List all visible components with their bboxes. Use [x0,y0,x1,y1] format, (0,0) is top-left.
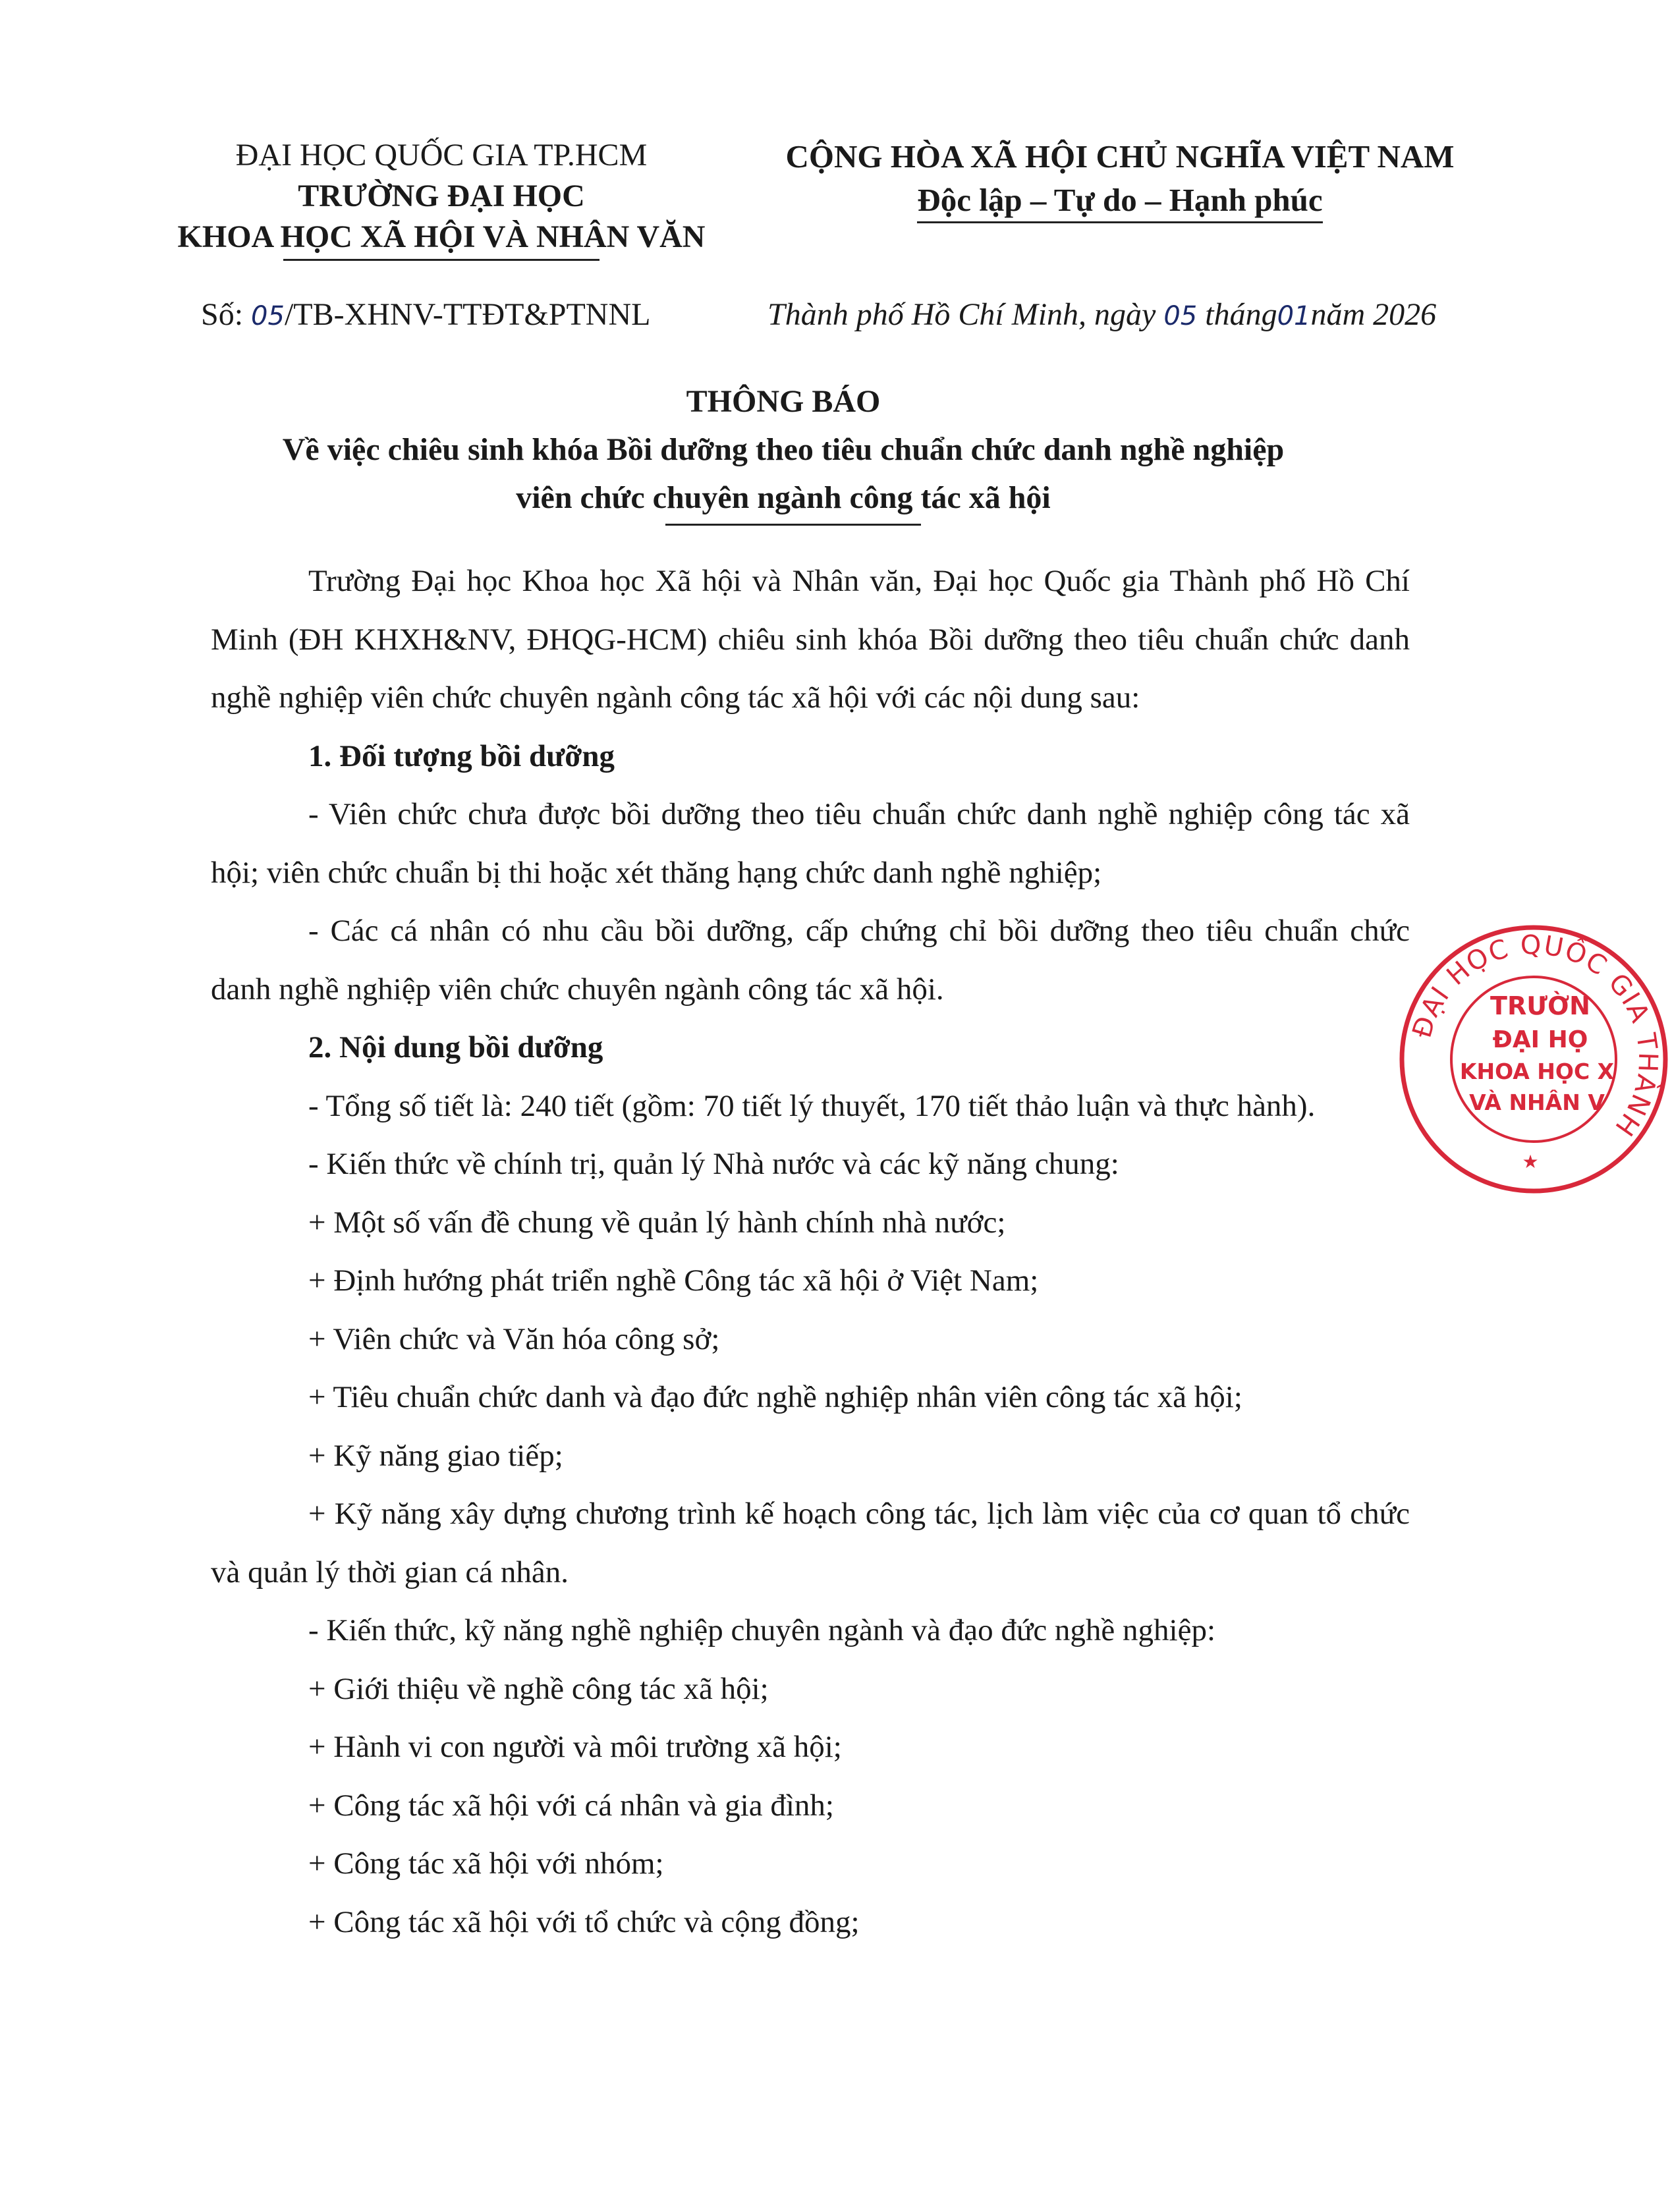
section-2-item: + Tiêu chuẩn chức danh và đạo đức nghề nghiệp nhân viên công tác xã hội; [308,1380,1242,1414]
stamp-line-4: VÀ NHÂN V [1469,1090,1605,1115]
issuing-organization [145,135,738,258]
date-day-handwritten: 05 [1163,301,1198,331]
document-subtitle-line-2: viên chức chuyên ngành công tác xã hội [516,480,1051,515]
section-2-item: + Công tác xã hội với nhóm; [308,1846,664,1881]
section-2-item: + Kỹ năng giao tiếp; [308,1438,563,1473]
section-1-heading: 1. Đối tượng bồi dưỡng [308,738,615,773]
section-2-item: - Tổng số tiết là: 240 tiết (gồm: 70 tiết lý thuyết, 170 tiết thảo luận và thực hành). [308,1088,1316,1123]
org-line-3: KHOA HỌC XÃ HỘI VÀ NHÂN VĂN [177,219,706,254]
stamp-line-3: KHOA HỌC X [1459,1059,1615,1084]
org-line-1: ĐẠI HỌC QUỐC GIA TP.HCM [235,138,648,173]
date-month-handwritten: 01 [1277,301,1311,331]
reference-number [201,296,650,333]
stamp-line-1: TRƯỜN [1490,991,1590,1020]
subtitle-underline [665,524,921,526]
document-subtitle-line-1: Về việc chiêu sinh khóa Bồi dưỡng theo tiêu chuẩn chức danh nghề nghiệp [282,432,1285,467]
org-line-2: TRƯỜNG ĐẠI HỌC [298,179,585,213]
issue-date [767,296,1436,333]
red-seal-stamp [1395,921,1672,1198]
section-2-item: + Hành vi con người và môi trường xã hội; [308,1730,842,1764]
stamp-line-2: ĐẠI HỌ [1492,1026,1588,1053]
ref-suffix: /TB-XHNV-TTĐT&PTNNL [284,297,651,332]
country-name: CỘNG HÒA XÃ HỘI CHỦ NGHĨA VIỆT NAM [785,138,1455,175]
section-2-item: + Công tác xã hội với cá nhân và gia đình; [308,1788,834,1823]
ref-number-handwritten: 05 [251,301,285,331]
section-2-item: + Viên chức và Văn hóa công sở; [308,1321,720,1356]
section-1-item: - Các cá nhân có nhu cầu bồi dưỡng, cấp chứng chỉ bồi dưỡng theo tiêu chuẩn chức danh nghề nghiệp viên chức chuyên ngành công tác xã hội. [211,914,1410,1007]
stamp-star-icon: ★ [1522,1151,1539,1173]
ref-prefix: Số: [201,297,252,332]
date-prefix: Thành phố Hồ Chí Minh, ngày [767,297,1164,332]
section-2-item: - Kiến thức, kỹ năng nghề nghiệp chuyên ngành và đạo đức nghề nghiệp: [308,1613,1216,1647]
section-2-item: + Định hướng phát triển nghề Công tác xã hội ở Việt Nam; [308,1263,1039,1298]
section-1-item: - Viên chức chưa được bồi dưỡng theo tiêu chuẩn chức danh nghề nghiệp công tác xã hội; viên chức chuẩn bị thi hoặc xét thăng hạng chức danh nghề nghiệp; [211,797,1410,890]
section-2-heading: 2. Nội dung bồi dưỡng [308,1030,603,1065]
section-2-item: + Giới thiệu về nghề công tác xã hội; [308,1671,769,1706]
section-2-item: + Một số vấn đề chung về quản lý hành chính nhà nước; [308,1205,1006,1240]
document-body [211,552,1410,1951]
stamp-ring-text: ĐẠI HỌC QUỐC GIA THÀNH [1407,929,1663,1143]
section-2-item: + Công tác xã hội với tổ chức và cộng đồng; [308,1904,860,1939]
section-2-item: - Kiến thức về chính trị, quản lý Nhà nước và các kỹ năng chung: [308,1147,1119,1181]
section-2-item: + Kỹ năng xây dựng chương trình kế hoạch công tác, lịch làm việc của cơ quan tổ chức và quản lý thời gian cá nhân. [211,1497,1410,1590]
national-header [744,135,1495,223]
national-motto: Độc lập – Tự do – Hạnh phúc [917,180,1322,223]
org-underline [283,259,599,261]
date-suffix: năm 2026 [1310,297,1437,332]
date-mid: tháng [1197,297,1277,332]
intro-paragraph: Trường Đại học Khoa học Xã hội và Nhân văn, Đại học Quốc gia Thành phố Hồ Chí Minh (ĐH KHXH&NV, ĐHQG-HCM) chiêu sinh khóa Bồi dưỡng theo tiêu chuẩn chức danh nghề nghiệp viên chức chuyên ngành công tác xã hội với các nội dung sau: [211,564,1410,715]
document-title: THÔNG BÁO [686,384,881,419]
